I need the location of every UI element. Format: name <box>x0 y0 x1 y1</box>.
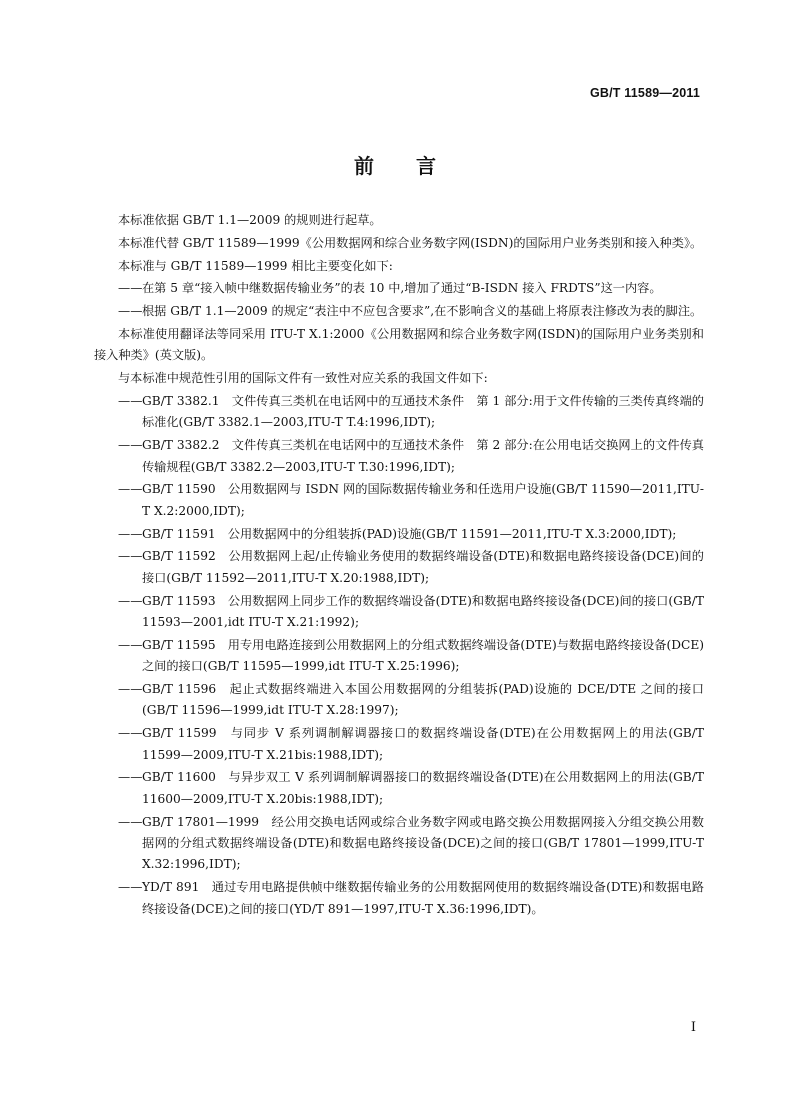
change-item: —— 根据 GB/T 1.1—2009 的规定“表注中不应包含要求”,在不影响含义的基础上将原表注修改为表的脚注。 <box>118 304 703 319</box>
reference-item: —— YD/T 891 通过专用电路提供帧中继数据传输业务的公用数据网使用的数据终端设备(DTE)和数据电路终接设备(DCE)之间的接口(YD/T 891—1997,ITU-T X.36:1996,IDT)。 <box>118 880 704 916</box>
paragraph-changes-intro: 本标准与 GB/T 11589—1999 相比主要变化如下: <box>118 258 393 273</box>
page-number: I <box>690 1020 696 1035</box>
reference-item: —— GB/T 11600 与异步双工 V 系列调制解调器接口的数据终端设备(DTE)在公用数据网上的用法(GB/T 11600—2009,ITU-T X.20bis:1988,IDT); <box>118 770 704 806</box>
reference-item: —— GB/T 11599 与同步 V 系列调制解调器接口的数据终端设备(DTE)在公用数据网上的用法(GB/T 11599—2009,ITU-T X.21bis:1988,IDT); <box>118 726 704 762</box>
reference-item: —— GB/T 3382.2 文件传真三类机在电话网中的互通技术条件 第 2 部分:在公用电话交换网上的文件传真传输规程(GB/T 3382.2—2003,ITU-T T.30:1996,IDT); <box>118 438 704 474</box>
reference-item: —— GB/T 11590 公用数据网与 ISDN 网的国际数据传输业务和任选用户设施(GB/T 11590—2011,ITU-T X.2:2000,IDT); <box>118 482 704 518</box>
foreword-body <box>94 210 704 921</box>
title-char-2: 言 <box>416 154 438 178</box>
reference-item: —— GB/T 11593 公用数据网上同步工作的数据终端设备(DTE)和数据电路终接设备(DCE)间的接口(GB/T 11593—2001,idt ITU-T X.21:1992); <box>118 593 704 629</box>
paragraph-adoption: 本标准使用翻译法等同采用 ITU-T X.1:2000《公用数据网和综合业务数字网(ISDN)的国际用户业务类别和接入种类》(英文版)。 <box>94 326 704 363</box>
paragraph-references-intro: 与本标准中规范性引用的国际文件有一致性对应关系的我国文件如下: <box>118 371 488 386</box>
paragraph-drafting-basis: 本标准依据 GB/T 1.1—2009 的规则进行起草。 <box>118 213 382 227</box>
reference-item: —— GB/T 11596 起止式数据终端进入本国公用数据网的分组装拆(PAD)设施的 DCE/DTE 之间的接口(GB/T 11596—1999,idt ITU-T X.28:1997); <box>118 682 704 718</box>
paragraph-replaces: 本标准代替 GB/T 11589—1999《公用数据网和综合业务数字网(ISDN)的国际用户业务类别和接入种类》。 <box>118 235 703 250</box>
change-item: —— 在第 5 章“接入帧中继数据传输业务”的表 10 中,增加了通过“B-ISDN 接入 FRDTS”这一内容。 <box>118 281 662 296</box>
title-char-1: 前 <box>354 154 376 178</box>
page-title <box>0 150 792 179</box>
reference-item: —— GB/T 11595 用专用电路连接到公用数据网上的分组式数据终端设备(DTE)与数据电路终接设备(DCE)之间的接口(GB/T 11595—1999,idt ITU-T X.25:1996); <box>118 637 704 674</box>
reference-item: —— GB/T 3382.1 文件传真三类机在电话网中的互通技术条件 第 1 部分:用于文件传输的三类传真终端的标准化(GB/T 3382.1—2003,ITU-T T.4:1996,IDT); <box>118 393 704 430</box>
standard-number: GB/T 11589—2011 <box>589 86 700 100</box>
reference-item: —— GB/T 11592 公用数据网上起/止传输业务使用的数据终端设备(DTE)和数据电路终接设备(DCE)间的接口(GB/T 11592—2011,ITU-T X.20:1988,IDT); <box>118 549 704 585</box>
reference-item: —— GB/T 11591 公用数据网中的分组装拆(PAD)设施(GB/T 11591—2011,ITU-T X.3:2000,IDT); <box>118 526 677 541</box>
reference-item: —— GB/T 17801—1999 经公用交换电话网或综合业务数字网或电路交换公用数据网接入分组交换公用数据网的分组式数据终端设备(DTE)和数据电路终接设备(DCE)之间的接口(GB/T 17801—1999,ITU-T X.32:1996,IDT); <box>118 814 704 872</box>
